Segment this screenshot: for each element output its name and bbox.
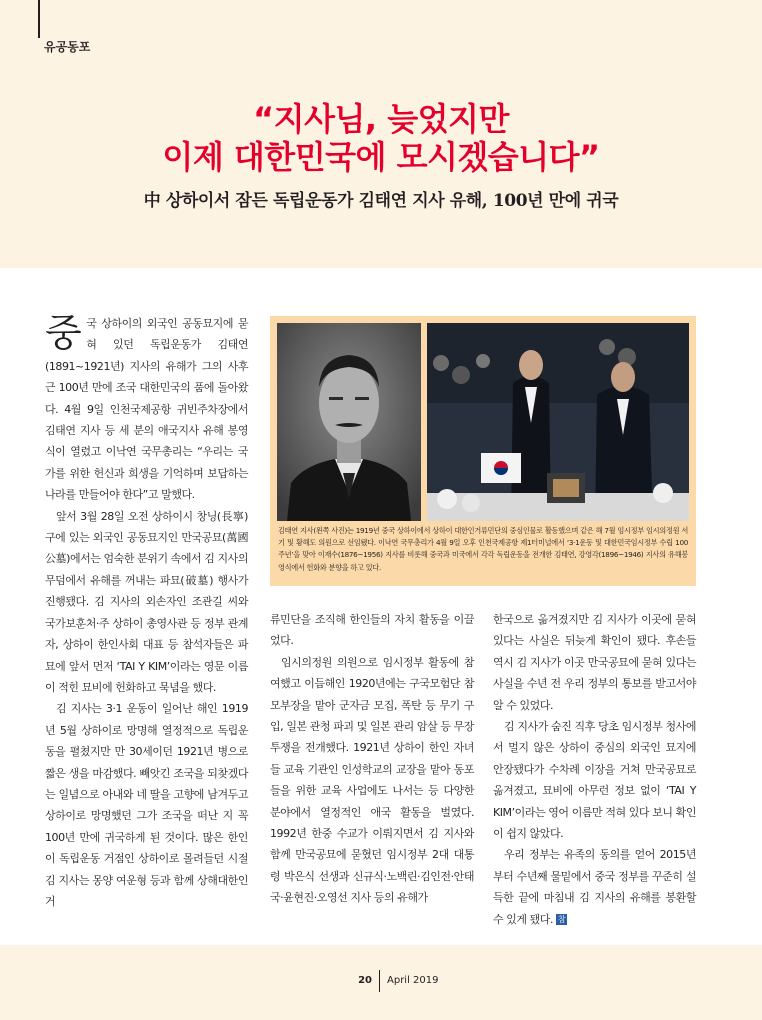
section-label: 유공동포	[44, 40, 91, 54]
paragraph: 앞서 3월 28일 오전 상하이시 창닝(長寧)구에 있는 외국인 공동묘지인 만국공묘(萬國公墓)에서는 엄숙한 분위기 속에서 김 지사의 무덤에서 유해를 꺼내는 파묘(破墓) 행사가 진행됐다. 김 지사의 외손자인 조관길 씨와 국가보훈처·주 상하이 총영사관 등 정부 관계자, 상하이 한인사회 대표 등 참석자들은 파묘에 앞서 먼저 ‘TAI Y KIM’이라는 영문 이름이 적힌 묘비에 헌화하고 묵념을 했다.	[45, 509, 248, 694]
paragraph: 류민단을 조직해 한인들의 자치 활동을 이끌었다.	[270, 613, 474, 648]
ceremony-photo	[427, 323, 689, 521]
paragraph: 김 지사는 3·1 운동이 일어난 해인 1919년 5월 상하이로 망명해 열정적으로 독립운동을 펼쳤지만 만 30세이던 1921년 병으로 짧은 생을 마감했다. 빼앗긴 조국을 되찾겠다는 일념으로 아내와 네 딸을 고향에 남겨두고 상하이로 망명했던 그가 조국을 떠난 지 꼭 100년 만에 귀국하게 된 것이다. 많은 한인이 독립운동 거점인 상하이로 몰려들던 시절 김 지사는 몽양 여운형 등과 함께 상해대한인거	[45, 702, 248, 908]
portrait-illustration	[277, 323, 421, 521]
photo-box	[270, 316, 696, 586]
paragraph: 임시의정원 의원으로 임시정부 활동에 참여했고 이듬해인 1920년에는 구국모험단 참모부장을 맡아 군자금 모집, 폭탄 등 무기 구입, 일본 관청 파괴 및 일본 관리 암살 등 무장 투쟁을 전개했다. 1921년 상하이 한인 자녀들 교육 기관인 인성학교의 교장을 맡아 동포들을 위한 교육 사업에도 나서는 등 다양한 분야에서 열정적인 애국 활동을 벌였다. 1992년 한중 수교가 이뤄지면서 김 지사와 함께 만국공묘에 묻혔던 임시정부 2대 대통령 박은식 선생과 신규식·노백린·김인전·안태국·윤현진·오영선 지사 등의 유해가	[270, 655, 474, 905]
ceremony-illustration	[427, 323, 689, 521]
paragraph-text: 우리 정부는 유족의 동의를 얻어 2015년부터 수년째 물밑에서 중국 정부를 꾸준히 설득한 끝에 마침내 김 지사의 유해를 봉환할 수 있게 됐다.	[493, 848, 696, 926]
article-column-2	[270, 609, 474, 909]
paragraph-text: 국 상하이의 외국인 공동묘지에 묻혀 있던 독립운동가 김태연(1891~1921년) 지사의 유해가 그의 사후 근 100년 만에 조국 대한민국의 품에 돌아왔다. 4월 9일 인천국제공항 귀빈주차장에서 김태연 지사 등 세 분의 애국지사 유해 봉영식이 열렸고 이낙연 국무총리는 “우리는 국가를 위한 헌신과 희생을 기억하며 보답하는 나라를 만들어야 한다”고 말했다.	[45, 317, 248, 502]
paragraph	[493, 844, 696, 930]
drop-cap: 중	[45, 311, 82, 355]
article-column-1	[45, 313, 248, 912]
headline	[0, 100, 762, 176]
paragraph: 한국으로 옮겨졌지만 김 지사가 이곳에 묻혀 있다는 사실은 뒤늦게 확인이 됐다. 후손들 역시 김 지사가 이곳 만국공묘에 묻혀 있다는 사실을 수년 전 우리 정부의 통보를 받고서야 알 수 있었다.	[493, 613, 696, 712]
page-number: 20	[358, 975, 372, 986]
headline-line-1: “지사님, 늦었지만	[253, 100, 509, 138]
footer-band	[0, 945, 762, 1020]
end-mark-icon: 참	[557, 915, 566, 925]
paragraph	[45, 313, 248, 506]
article-column-3	[493, 609, 696, 930]
issue-month: April 2019	[387, 975, 439, 986]
footer-divider	[379, 970, 380, 992]
photo-caption: 김태연 지사(왼쪽 사진)는 1919년 중국 상하이에서 상하이 대한인거류민단의 중심인물로 활동했으며 같은 해 7월 임시정부 임시의정원 서기 및 황해도 의원으로 선임됐다. 이낙연 국무총리가 4월 9일 오후 인천국제공항 제1터미널에서 ‘3·1운동 및 대한민국임시정부 수립 100주년’을 맞아 이재수(1876~1956) 지사를 비롯해 중국과 미국에서 각각 독립운동을 전개한 김태연, 강영각(1896~1946) 지사의 유해봉영식에서 헌화와 분향을 하고 있다.	[278, 526, 688, 572]
subtitle: 中 상하이서 잠든 독립운동가 김태연 지사 유해, 100년 만에 귀국	[143, 191, 619, 211]
headline-line-2: 이제 대한민국에 모시겠습니다”	[162, 138, 600, 176]
portrait-photo	[277, 323, 421, 521]
paragraph: 김 지사가 숨진 직후 당초 임시정부 청사에서 멀지 않은 상하이 중심의 외국인 묘지에 안장됐다가 수차례 이장을 거쳐 만국공묘로 옮겨졌고, 묘비에 아무런 정보 없이 ‘TAI Y KIM’이라는 영어 이름만 적혀 있다 보니 확인이 쉽지 않았다.	[493, 720, 696, 841]
section-rule	[38, 0, 40, 38]
